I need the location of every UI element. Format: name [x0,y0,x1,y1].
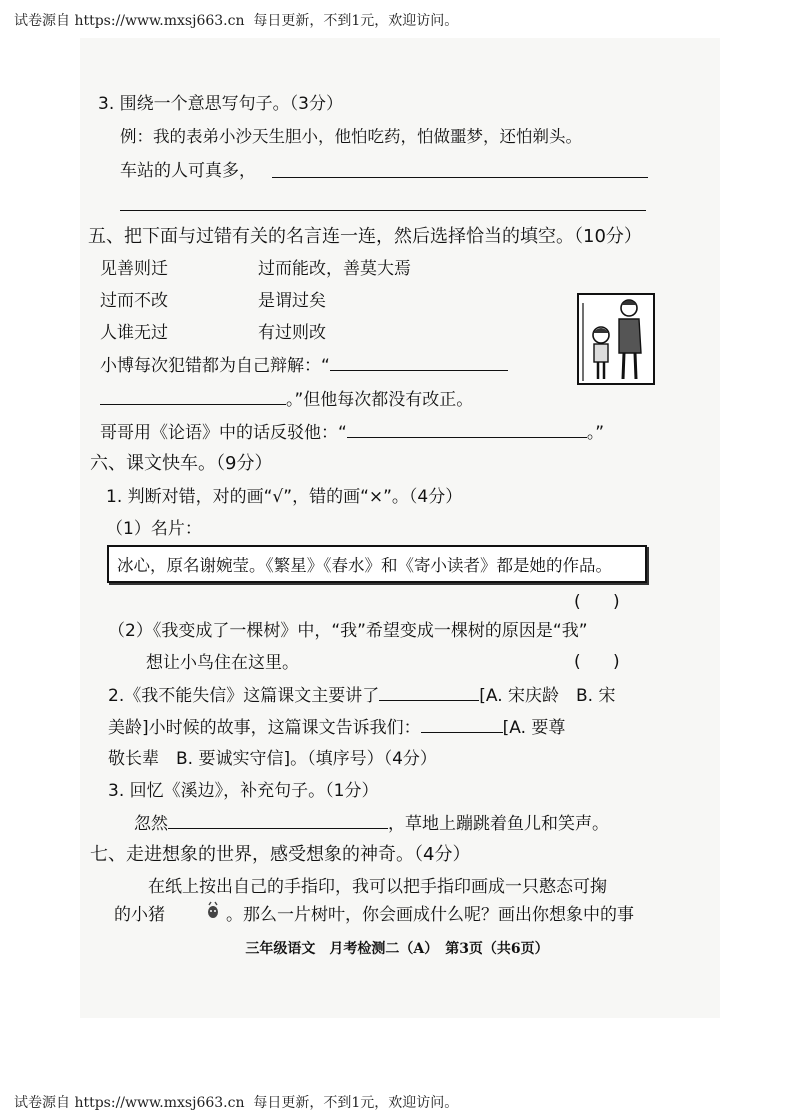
s6-q2-line1-text: 2.《我不能失信》这篇课文主要讲了 [108,686,380,706]
watermark-bottom: 试卷源自 https://www.mxsj663.cn 每日更新，不到1元，欢迎访问。 [14,1095,459,1111]
s6-q3-start: 忽然 [134,814,168,834]
section5-title: 五、把下面与过错有关的名言连一连，然后选择恰当的填空。（10分） [88,226,642,247]
proverb-right-2[interactable]: 是谓过矣 [258,291,326,311]
watermark-top: 试卷源自 https://www.mxsj663.cn 每日更新，不到1元，欢迎访问。 [14,13,459,29]
section5-line3 [100,421,604,444]
proverb-right-3[interactable]: 有过则改 [258,323,326,343]
s6-q2-line2 [108,716,565,739]
section5-line3-end: 。” [586,423,605,443]
section5-line1 [100,354,508,377]
proverb-right-1[interactable]: 过而能改，善莫大焉 [258,259,411,279]
section5-blank-2[interactable] [100,388,286,405]
s6-q1-title: 1. 判断对错，对的画“√”，错的画“×”。（4分） [106,487,463,507]
s6-q3-line [134,812,609,835]
section5-blank-1[interactable] [330,354,508,371]
s6-q1-sub1: （1）名片： [106,519,202,539]
s6-q2-line2-text: 美龄]小时候的故事，这篇课文告诉我们： [108,718,421,738]
s6-q2-options-b: [A. 要尊 [502,718,566,738]
q3-prompt: 车站的人可真多， [120,161,256,181]
s6-q1-sub2-line2: 想让小鸟住在这里。 [146,653,299,673]
proverb-left-3[interactable]: 人谁无过 [100,323,168,343]
section7-line2-end: 。那么一片树叶，你会画成什么呢？画出你想象中的事 [226,905,634,925]
section5-line2 [100,388,473,411]
s6-q2-blank-2[interactable] [421,716,503,733]
section6-title: 六、课文快车。（9分） [90,453,273,474]
judge-paren-2[interactable]: ( ) [574,652,620,672]
s6-q3-blank[interactable] [168,812,388,829]
name-card-text: 冰心，原名谢婉莹。《繁星》《春水》和《寄小读者》都是她的作品。 [117,556,612,575]
s6-q2-line3: 敬长辈 B. 要诚实守信]。（填序号）（4分） [108,749,437,769]
s6-q3-end: ，草地上蹦跳着鱼儿和笑声。 [388,814,609,834]
q3-answer-line-1[interactable] [272,177,648,178]
s6-q2-blank-1[interactable] [379,684,479,701]
section7-title: 七、走进想象的世界，感受想象的神奇。（4分） [90,844,471,865]
pig-fingerprint-icon [204,900,222,920]
proverb-left-2[interactable]: 过而不改 [100,291,168,311]
s6-q2-line1 [108,684,615,707]
section7-line1: 在纸上按出自己的手指印，我可以把手指印画成一只憨态可掬 [148,877,607,897]
q3-title: 3. 围绕一个意思写句子。（3分） [98,94,343,114]
s6-q2-options-a: [A. 宋庆龄 B. 宋 [479,686,616,706]
section7-line2-start: 的小猪 [114,905,165,925]
judge-paren-1[interactable]: ( ) [574,592,620,612]
section5-line2-text: 。”但他每次都没有改正。 [286,390,474,410]
s6-q1-sub2-line1: （2）《我变成了一棵树》中，“我”希望变成一棵树的原因是“我” [108,621,588,641]
proverb-left-1[interactable]: 见善则迁 [100,259,168,279]
boy-and-brother-illustration [577,293,655,385]
section5-line3-text: 哥哥用《论语》中的话反驳他：“ [100,423,347,443]
q3-example: 例：我的表弟小沙天生胆小，他怕吃药，怕做噩梦，还怕剃头。 [120,127,582,146]
s6-q3-title: 3. 回忆《溪边》，补充句子。（1分） [108,781,379,801]
section5-blank-3[interactable] [347,421,587,438]
q3-answer-line-2[interactable] [120,210,646,211]
section5-line1-text: 小博每次犯错都为自己辩解：“ [100,356,330,376]
page-footer: 三年级语文 月考检测二（A） 第3页（共6页） [245,941,549,957]
